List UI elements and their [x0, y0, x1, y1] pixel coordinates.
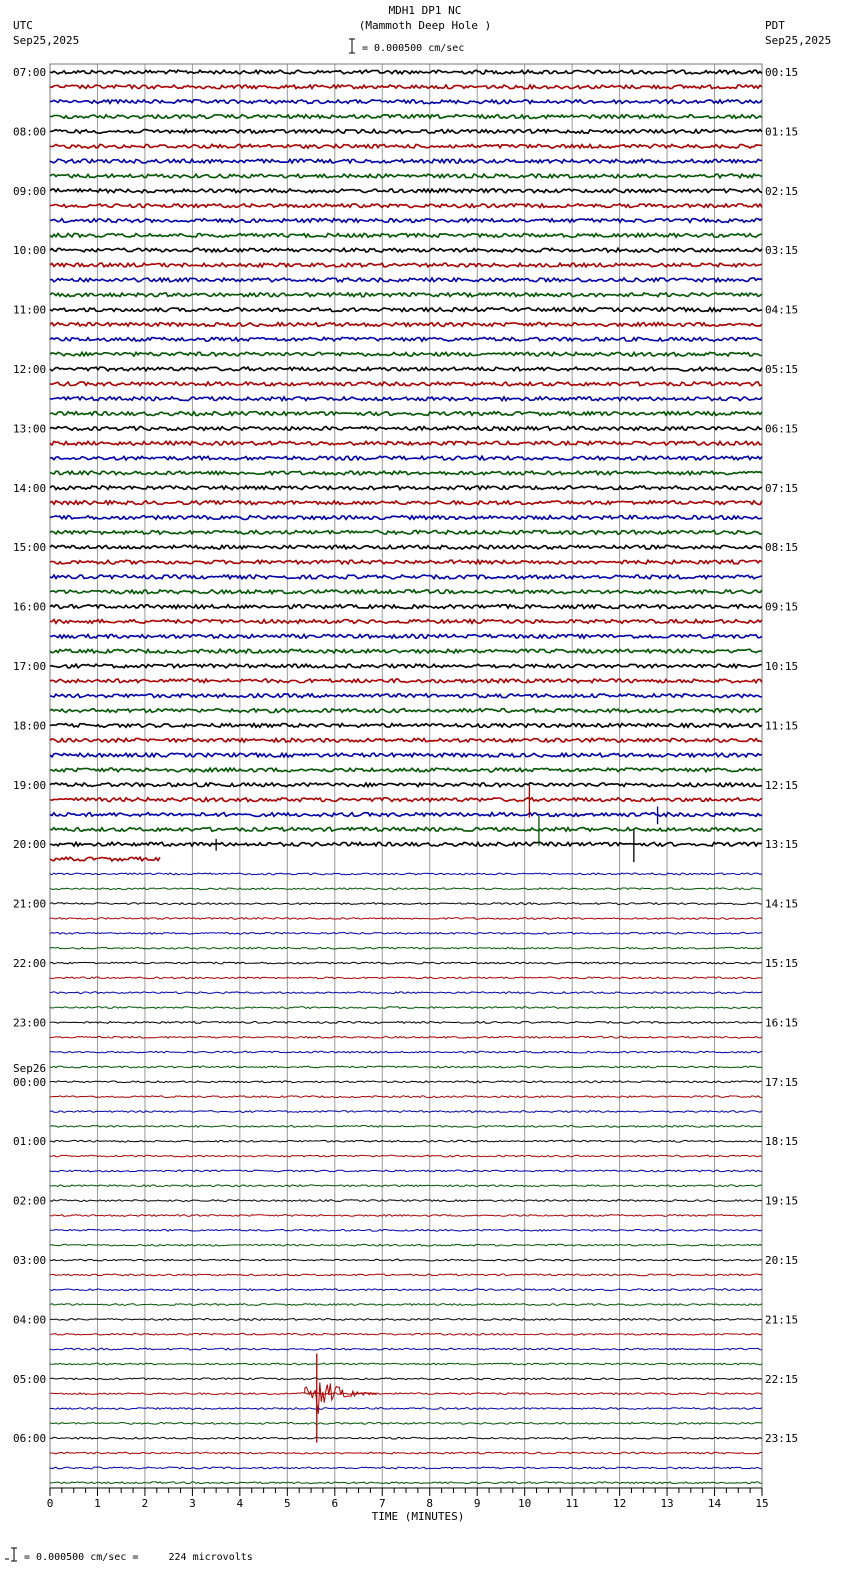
- trace-row-36: [50, 605, 762, 609]
- trace-row-68: [50, 1081, 762, 1083]
- trace-row-95: [50, 1482, 762, 1484]
- x-tick-label-6: 6: [331, 1497, 339, 1510]
- trace-row-86: [50, 1348, 762, 1350]
- utc-label-8: 15:00: [13, 541, 47, 555]
- utc-label-6: 13:00: [13, 422, 47, 436]
- pdt-label-23: 23:15: [765, 1432, 799, 1446]
- x-tick-label-9: 9: [473, 1497, 481, 1510]
- pdt-label-14: 14:15: [765, 897, 799, 911]
- trace-row-39: [50, 649, 762, 653]
- trace-row-94: [50, 1467, 762, 1469]
- trace-row-27: [50, 471, 762, 475]
- scale-bar-icon: [349, 39, 355, 53]
- trace-row-58: [50, 932, 762, 934]
- x-tick-label-3: 3: [189, 1497, 196, 1510]
- trace-row-44: [50, 724, 762, 728]
- trace-row-90: [50, 1408, 762, 1410]
- trace-row-32: [50, 545, 762, 549]
- right-date: Sep25,2025: [765, 34, 832, 47]
- pdt-label-13: 13:15: [765, 838, 799, 852]
- trace-row-7: [50, 174, 762, 178]
- trace-row-11: [50, 234, 762, 238]
- date-change-label: Sep26: [13, 1061, 47, 1075]
- pdt-label-8: 08:15: [765, 541, 799, 555]
- trace-row-73: [50, 1155, 762, 1157]
- trace-row-89: [50, 1393, 762, 1395]
- pdt-label-9: 09:15: [765, 600, 799, 614]
- utc-label-14: 21:00: [13, 897, 47, 911]
- trace-row-77: [50, 1215, 762, 1217]
- trace-row-9: [50, 204, 762, 208]
- trace-row-79: [50, 1244, 762, 1246]
- trace-row-70: [50, 1111, 762, 1113]
- pdt-label-22: 22:15: [765, 1372, 799, 1386]
- trace-row-0: [50, 70, 762, 74]
- x-tick-label-1: 1: [94, 1497, 101, 1510]
- trace-row-31: [50, 531, 762, 535]
- pdt-label-17: 17:15: [765, 1075, 799, 1089]
- trace-row-93: [50, 1452, 762, 1454]
- trace-row-72: [50, 1140, 762, 1142]
- x-tick-label-15: 15: [755, 1497, 769, 1510]
- trace-row-88: [50, 1378, 762, 1380]
- station-title: MDH1 DP1 NC: [388, 4, 462, 17]
- trace-row-3: [50, 115, 762, 119]
- trace-row-21: [50, 382, 762, 386]
- trace-row-76: [50, 1200, 762, 1202]
- trace-row-16: [50, 308, 762, 312]
- pdt-label-15: 15:15: [765, 957, 799, 970]
- utc-label-9: 16:00: [13, 600, 47, 614]
- trace-row-35: [50, 590, 762, 594]
- trace-row-15: [50, 293, 762, 297]
- trace-row-17: [50, 323, 762, 327]
- trace-row-61: [50, 977, 762, 979]
- x-tick-label-13: 13: [660, 1497, 674, 1510]
- pdt-label-1: 01:15: [765, 125, 799, 139]
- trace-row-65: [50, 1036, 762, 1038]
- trace-row-43: [50, 709, 762, 713]
- trace-row-63: [50, 1007, 762, 1009]
- trace-row-33: [50, 560, 762, 564]
- utc-time-labels: [13, 66, 46, 1445]
- trace-row-37: [50, 620, 762, 624]
- trace-row-74: [50, 1170, 762, 1172]
- trace-row-42: [50, 694, 762, 698]
- trace-row-41: [50, 679, 762, 683]
- utc-label-23: 06:00: [13, 1432, 47, 1446]
- left-timezone: UTC: [13, 19, 33, 32]
- trace-row-46: [50, 753, 762, 757]
- trace-row-12: [50, 248, 762, 252]
- trace-row-53: [50, 857, 160, 861]
- pdt-label-0: 00:15: [765, 66, 799, 79]
- trace-row-78: [50, 1229, 762, 1231]
- utc-label-5: 12:00: [13, 363, 47, 376]
- trace-row-30: [50, 516, 762, 520]
- pdt-label-21: 21:15: [765, 1313, 799, 1327]
- trace-row-87: [50, 1363, 762, 1365]
- trace-row-50: [50, 813, 762, 817]
- x-tick-label-10: 10: [518, 1497, 532, 1510]
- left-date: Sep25,2025: [13, 34, 80, 47]
- utc-label-22: 05:00: [13, 1372, 47, 1386]
- utc-label-0: 07:00: [13, 66, 47, 79]
- pdt-label-4: 04:15: [765, 303, 799, 317]
- utc-label-18: 01:00: [13, 1135, 47, 1149]
- x-tick-label-8: 8: [426, 1497, 434, 1510]
- utc-label-3: 10:00: [13, 244, 47, 258]
- trace-row-23: [50, 412, 762, 416]
- x-axis: [47, 1488, 769, 1510]
- pdt-label-11: 11:15: [765, 719, 799, 733]
- pdt-time-labels: [765, 66, 798, 1445]
- trace-row-45: [50, 738, 762, 742]
- right-timezone: PDT: [765, 19, 785, 32]
- x-tick-label-11: 11: [565, 1497, 579, 1510]
- x-tick-label-4: 4: [236, 1497, 244, 1510]
- trace-row-54: [50, 873, 762, 875]
- trace-row-52: [50, 842, 762, 846]
- trace-row-5: [50, 144, 762, 148]
- x-axis-title: TIME (MINUTES): [371, 1510, 465, 1523]
- trace-row-1: [50, 85, 762, 89]
- pdt-label-20: 20:15: [765, 1254, 799, 1267]
- trace-row-92: [50, 1437, 762, 1439]
- x-tick-label-0: 0: [46, 1497, 54, 1510]
- trace-row-2: [50, 100, 762, 104]
- pdt-label-12: 12:15: [765, 778, 799, 792]
- utc-label-17: 00:00: [13, 1075, 47, 1089]
- utc-label-2: 09:00: [13, 184, 47, 198]
- utc-label-15: 22:00: [13, 957, 47, 970]
- utc-label-13: 20:00: [13, 838, 47, 852]
- utc-label-10: 17:00: [13, 660, 47, 673]
- trace-row-56: [50, 903, 762, 905]
- trace-group: [50, 70, 762, 1484]
- pdt-label-2: 02:15: [765, 184, 799, 198]
- trace-row-34: [50, 575, 762, 579]
- pdt-label-16: 16:15: [765, 1016, 799, 1030]
- trace-row-80: [50, 1259, 762, 1261]
- trace-row-69: [50, 1096, 762, 1098]
- utc-label-12: 19:00: [13, 778, 47, 792]
- utc-label-1: 08:00: [13, 125, 47, 139]
- trace-row-66: [50, 1051, 762, 1053]
- trace-row-40: [50, 664, 762, 668]
- x-tick-label-7: 7: [378, 1497, 386, 1510]
- trace-row-20: [50, 367, 762, 371]
- trace-row-71: [50, 1126, 762, 1128]
- pdt-label-10: 10:15: [765, 660, 799, 673]
- trace-row-47: [50, 768, 762, 772]
- pdt-label-7: 07:15: [765, 481, 799, 495]
- trace-row-59: [50, 947, 762, 949]
- trace-row-6: [50, 159, 762, 163]
- x-tick-label-5: 5: [284, 1497, 291, 1510]
- trace-row-67: [50, 1066, 762, 1068]
- trace-row-62: [50, 992, 762, 994]
- utc-label-11: 18:00: [13, 719, 47, 733]
- utc-label-4: 11:00: [13, 303, 47, 317]
- utc-label-16: 23:00: [13, 1016, 47, 1030]
- trace-row-13: [50, 263, 762, 267]
- trace-row-81: [50, 1274, 762, 1276]
- trace-row-60: [50, 962, 762, 964]
- x-tick-label-12: 12: [612, 1497, 627, 1510]
- footer-scale-note: = 0.000500 cm/sec = 224 microvolts: [24, 1552, 253, 1563]
- trace-row-84: [50, 1319, 762, 1321]
- x-tick-label-14: 14: [707, 1497, 722, 1510]
- trace-row-64: [50, 1022, 762, 1024]
- event-group: [216, 785, 657, 1443]
- trace-row-26: [50, 456, 762, 460]
- pdt-label-19: 19:15: [765, 1194, 799, 1208]
- trace-row-51: [50, 828, 762, 832]
- trace-row-19: [50, 352, 762, 356]
- trace-row-49: [50, 798, 762, 802]
- footer-scale-icon: [4, 1547, 18, 1567]
- trace-row-38: [50, 634, 762, 638]
- trace-row-24: [50, 427, 762, 431]
- trace-row-85: [50, 1333, 762, 1335]
- trace-row-29: [50, 501, 762, 505]
- pdt-label-6: 06:15: [765, 422, 799, 436]
- trace-row-22: [50, 397, 762, 401]
- utc-label-7: 14:00: [13, 481, 47, 495]
- trace-row-28: [50, 486, 762, 490]
- station-location: (Mammoth Deep Hole ): [358, 19, 492, 32]
- pdt-label-18: 18:15: [765, 1135, 799, 1149]
- trace-row-82: [50, 1289, 762, 1291]
- x-tick-label-2: 2: [141, 1497, 149, 1510]
- utc-label-19: 02:00: [13, 1194, 47, 1208]
- trace-row-57: [50, 918, 762, 920]
- pdt-label-5: 05:15: [765, 363, 799, 376]
- trace-row-10: [50, 219, 762, 223]
- utc-label-20: 03:00: [13, 1254, 47, 1267]
- pdt-label-3: 03:15: [765, 244, 799, 258]
- trace-row-91: [50, 1423, 762, 1425]
- trace-row-8: [50, 189, 762, 193]
- trace-row-25: [50, 441, 762, 445]
- scale-label: = 0.000500 cm/sec: [362, 43, 465, 54]
- trace-row-83: [50, 1304, 762, 1306]
- trace-row-75: [50, 1185, 762, 1187]
- trace-row-55: [50, 888, 762, 890]
- trace-row-18: [50, 337, 762, 341]
- trace-row-48: [50, 783, 762, 787]
- trace-row-4: [50, 130, 762, 134]
- utc-label-21: 04:00: [13, 1313, 47, 1327]
- trace-row-14: [50, 278, 762, 282]
